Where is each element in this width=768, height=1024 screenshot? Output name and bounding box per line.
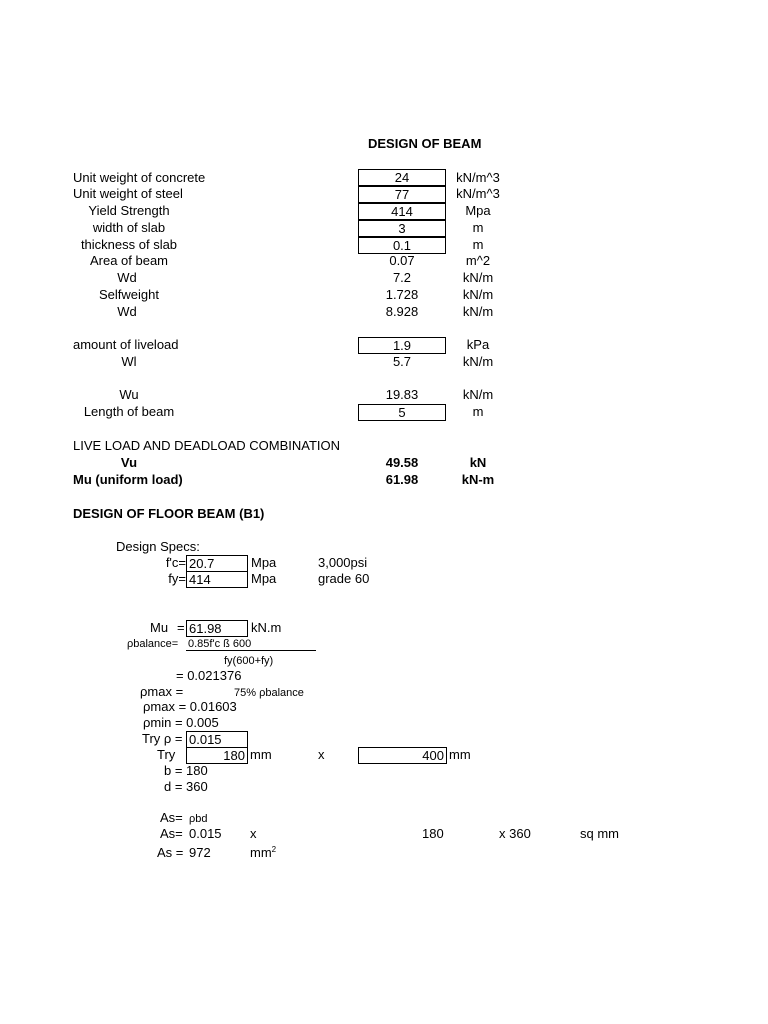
as-result-label: As = — [157, 845, 184, 860]
unit-cell: kN/m — [462, 287, 494, 302]
unit-cell: m^2 — [465, 253, 491, 268]
fc-unit: Mpa — [251, 555, 277, 570]
as-result-value: 972 — [189, 845, 211, 860]
fraction-line — [186, 650, 316, 651]
page-title: DESIGN OF BEAM — [368, 136, 482, 151]
as-result-exponent: 2 — [271, 845, 277, 854]
unit-cell: kN/m^3 — [456, 170, 500, 185]
pmax-formula-value: 75% ρbalance — [234, 687, 304, 699]
value-cell: 49.58 — [385, 455, 419, 470]
try-h-input[interactable]: 400 — [358, 747, 447, 764]
as-sub-d: x 360 — [499, 826, 531, 841]
unit-cell: kN/m — [462, 270, 494, 285]
fy-input[interactable]: 414 — [186, 571, 248, 588]
mu-unit: kN.m — [251, 620, 282, 635]
as-formula-value: ρbd — [189, 813, 208, 825]
fy-unit: Mpa — [251, 571, 277, 586]
row-label: Wd — [117, 304, 137, 319]
row-label: Wu — [119, 387, 139, 402]
value-cell: 19.83 — [385, 387, 419, 402]
fy-note: grade 60 — [318, 571, 370, 586]
value-cell[interactable]: 77 — [358, 186, 446, 203]
row-label: amount of liveload — [73, 337, 179, 352]
value-cell[interactable]: 5 — [358, 404, 446, 421]
value-cell: 61.98 — [385, 472, 419, 487]
row-label: Selfweight — [99, 287, 159, 302]
value-cell[interactable]: 24 — [358, 169, 446, 186]
row-label: Wl — [121, 354, 137, 369]
mu-label: Mu — [150, 620, 169, 635]
row-label: Unit weight of steel — [73, 186, 183, 201]
pmax-line: ρmax = 0.01603 — [143, 699, 237, 714]
as-sub-b: 180 — [422, 826, 444, 841]
design-specs-label: Design Specs: — [116, 539, 200, 554]
mu-input[interactable]: 61.98 — [186, 620, 248, 637]
fc-note: 3,000psi — [318, 555, 368, 570]
row-label: Vu — [120, 455, 138, 470]
value-cell[interactable]: 1.9 — [358, 337, 446, 354]
try-dims-label: Try — [157, 747, 176, 762]
value-cell: 1.728 — [385, 287, 419, 302]
value-cell: 7.2 — [392, 270, 412, 285]
pbalance-denominator: fy(600+fy) — [224, 655, 274, 667]
value-cell[interactable]: 0.1 — [358, 237, 446, 254]
unit-cell: m — [472, 220, 484, 235]
row-label: Wd — [117, 270, 137, 285]
row-label: Mu (uniform load) — [73, 472, 183, 487]
row-label: Unit weight of concrete — [73, 170, 206, 185]
b-line: b = 180 — [164, 763, 208, 778]
unit-cell: kN/m — [462, 304, 494, 319]
try-p-label: Try ρ = — [142, 731, 183, 746]
unit-cell: m — [472, 237, 484, 252]
row-label: Area of beam — [89, 253, 169, 268]
unit-cell: kN/m — [462, 387, 494, 402]
try-p-input[interactable]: 0.015 — [186, 731, 248, 748]
unit-cell: kN/m^3 — [456, 186, 500, 201]
unit-cell: kN-m — [461, 472, 495, 487]
section-heading: LIVE LOAD AND DEADLOAD COMBINATION — [73, 438, 341, 453]
fc-input[interactable]: 20.7 — [186, 555, 248, 572]
row-label: Length of beam — [83, 404, 175, 419]
fy-label: fy= — [168, 571, 186, 586]
value-cell[interactable]: 3 — [358, 220, 446, 237]
value-cell: 0.07 — [389, 253, 415, 268]
pmax-formula-label: ρmax = — [140, 684, 184, 699]
as-sub-p: 0.015 — [189, 826, 222, 841]
pbalance-result: = 0.021376 — [176, 668, 242, 683]
row-label: thickness of slab — [80, 237, 178, 252]
as-sub-unit: sq mm — [580, 826, 619, 841]
value-cell: 5.7 — [392, 354, 412, 369]
as-result-unit-text: mm — [250, 845, 272, 860]
row-label: Yield Strength — [88, 203, 170, 218]
try-x: x — [318, 747, 325, 762]
pbalance-numerator: 0.85f'c ß 600 — [188, 638, 252, 650]
unit-cell: Mpa — [465, 203, 491, 218]
fc-label: f'c= — [165, 555, 186, 570]
row-label: width of slab — [92, 220, 166, 235]
pbalance-label: ρbalance= — [127, 638, 179, 650]
d-line: d = 360 — [164, 779, 208, 794]
section-heading: DESIGN OF FLOOR BEAM (B1) — [73, 506, 265, 521]
unit-cell: kN/m — [462, 354, 494, 369]
try-b-unit: mm — [250, 747, 272, 762]
unit-cell: kN — [469, 455, 487, 470]
unit-cell: m — [472, 404, 484, 419]
as-result-unit — [250, 845, 276, 861]
value-cell: 8.928 — [385, 304, 419, 319]
mu-eq: = — [177, 620, 185, 635]
value-cell[interactable]: 414 — [358, 203, 446, 220]
unit-cell: kPa — [466, 337, 490, 352]
pmin-line: ρmin = 0.005 — [143, 715, 219, 730]
try-b-input[interactable]: 180 — [186, 747, 248, 764]
as-sub-x: x — [250, 826, 257, 841]
as-formula-label: As= — [160, 810, 183, 825]
try-h-unit: mm — [449, 747, 471, 762]
as-sub-label: As= — [160, 826, 183, 841]
